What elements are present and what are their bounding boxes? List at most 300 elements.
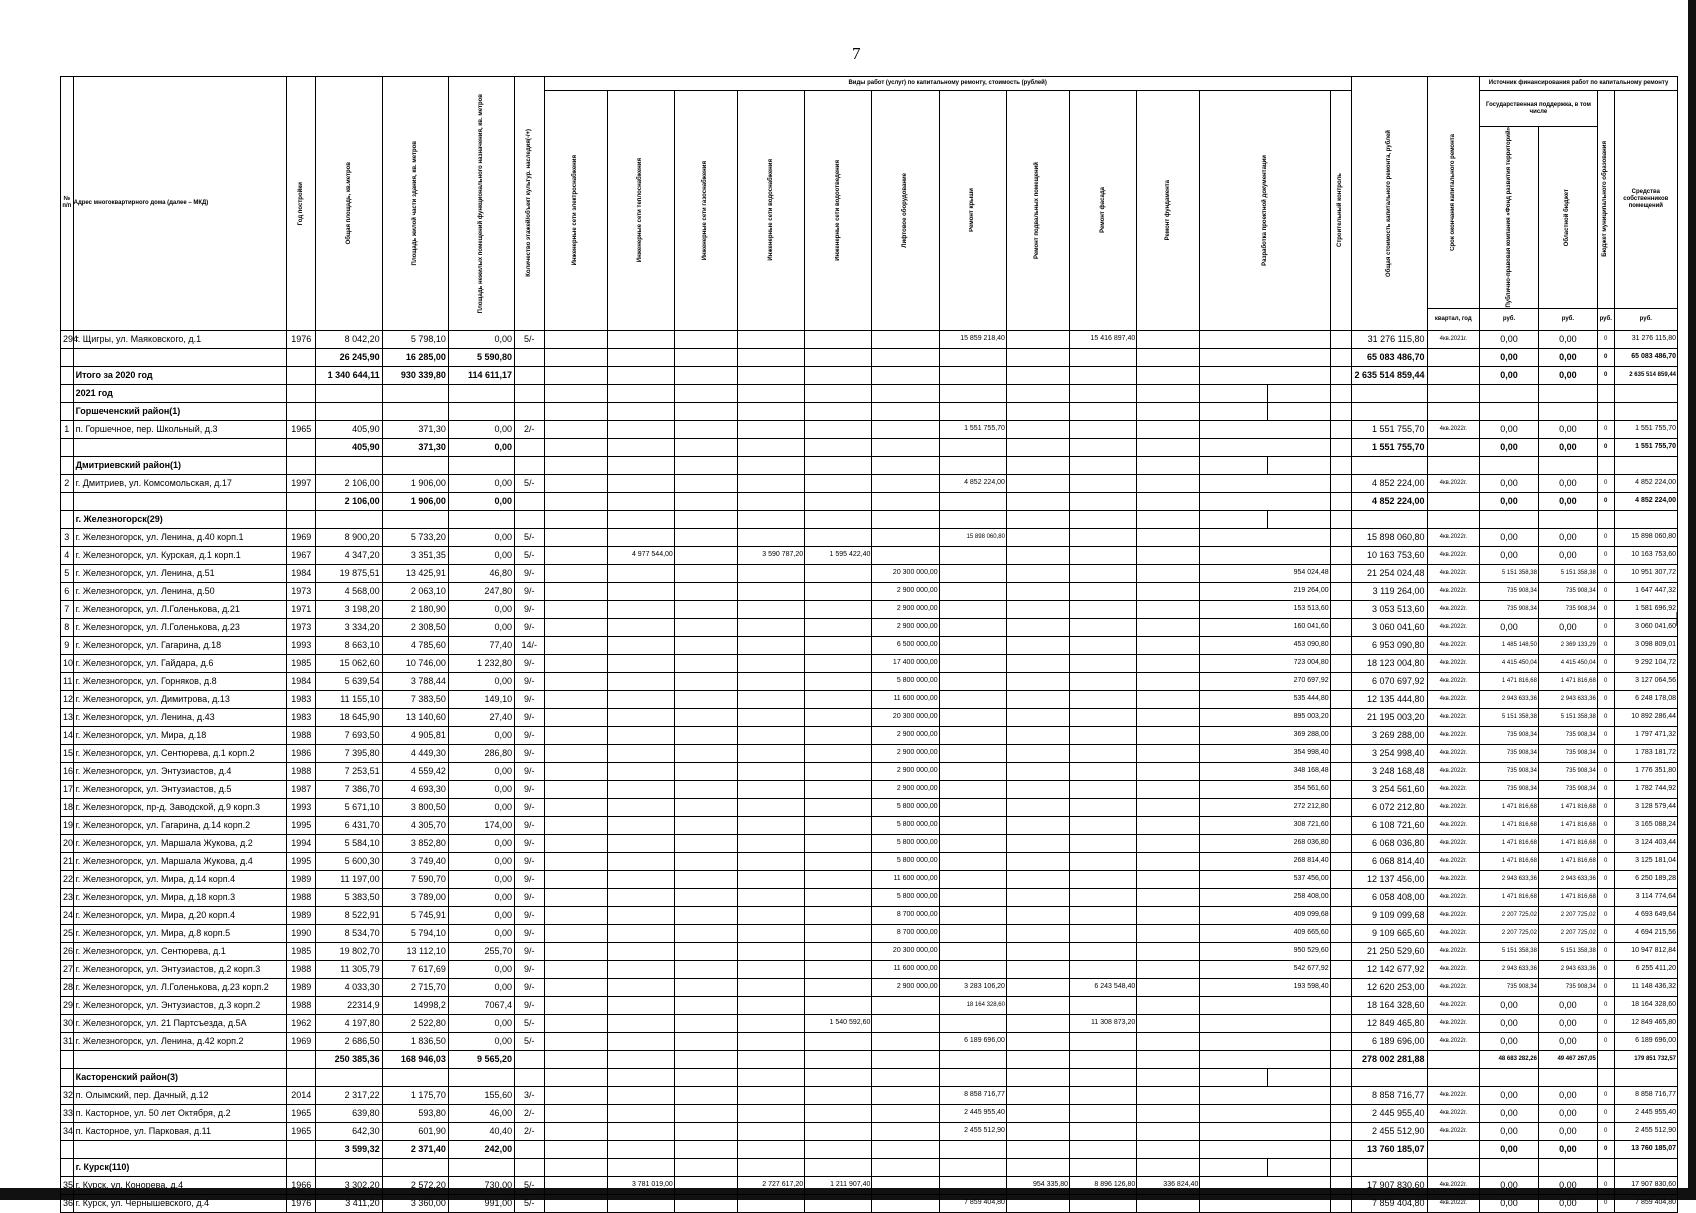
row-deadline: 4кв.2022г. [1427, 780, 1480, 798]
work-cost [1330, 672, 1351, 690]
regional-amount: 5 151 358,38 [1538, 708, 1597, 726]
fund-amount: 735 908,34 [1480, 978, 1539, 996]
fund-amount: 0,00 [1480, 546, 1539, 564]
work-cost [1070, 636, 1137, 654]
fund-amount: 735 908,34 [1480, 744, 1539, 762]
hdr-num: № п/п [61, 77, 74, 331]
work-cost [1070, 726, 1137, 744]
row-total-cost: 6 108 721,60 [1351, 816, 1427, 834]
work-cost [737, 888, 804, 906]
work-cost [1200, 492, 1330, 510]
empty-cell [316, 1068, 382, 1086]
row-living-area: 3 351,35 [382, 546, 448, 564]
work-cost: 15 859 218,40 [939, 330, 1006, 348]
hdr-total-cost: Общая стоимость капитального ремонта, рублей [1351, 77, 1427, 331]
regional-amount: 0,00 [1538, 528, 1597, 546]
empty-cell [872, 510, 939, 528]
row-total-cost: 2 455 512,90 [1351, 1122, 1427, 1140]
row-year: 1965 [287, 1122, 316, 1140]
work-cost [805, 492, 872, 510]
row-total-area: 8 900,20 [316, 528, 382, 546]
work-cost [1070, 888, 1137, 906]
fund-amount: 0,00 [1480, 1140, 1539, 1158]
empty-cell [1597, 1068, 1614, 1086]
work-cost [1330, 366, 1351, 384]
row-num: 4 [61, 546, 74, 564]
row-nonres-area: 0,00 [448, 888, 514, 906]
fund-amount: 1 471 816,68 [1480, 834, 1539, 852]
work-cost [1070, 618, 1137, 636]
row-living-area: 4 305,70 [382, 816, 448, 834]
work-cost [544, 1014, 607, 1032]
empty-cell [287, 402, 316, 420]
table-body [61, 330, 1678, 1212]
owners-amount: 3 127 064,56 [1614, 672, 1677, 690]
row-total-area: 8 042,20 [316, 330, 382, 348]
empty-cell [674, 384, 737, 402]
row-num: 6 [61, 582, 74, 600]
hdr-municipal: Бюджет муниципального образования [1597, 91, 1614, 309]
work-cost: 954 024,48 [1200, 564, 1330, 582]
work-cost [1006, 564, 1069, 582]
fund-amount: 0,00 [1480, 996, 1539, 1014]
empty-cell [1538, 1158, 1597, 1176]
work-cost: 7 859 404,80 [939, 1194, 1006, 1212]
row-num [61, 1050, 74, 1068]
work-cost [1070, 474, 1137, 492]
row-address: г. Железногорск, ул. Л.Голенькова, д.23 корп.2 [73, 978, 286, 996]
row-num [61, 1158, 74, 1176]
work-cost [737, 1104, 804, 1122]
work-cost [1006, 348, 1069, 366]
work-cost [1200, 330, 1330, 348]
table-row [61, 960, 1678, 978]
work-cost [1200, 1176, 1330, 1194]
work-cost [1200, 348, 1330, 366]
fund-amount: 5 151 358,38 [1480, 564, 1539, 582]
work-cost [1330, 330, 1351, 348]
table-row [61, 330, 1678, 348]
work-cost [1137, 1140, 1200, 1158]
row-floors: 2/- [515, 420, 544, 438]
empty-cell [1597, 1158, 1614, 1176]
fund-amount: 2 207 725,02 [1480, 906, 1539, 924]
row-living-area: 13 425,91 [382, 564, 448, 582]
work-cost [674, 1086, 737, 1104]
hdr-regional: Областной бюджет [1538, 127, 1597, 309]
work-cost [544, 1086, 607, 1104]
regional-amount: 2 207 725,02 [1538, 906, 1597, 924]
work-cost [737, 744, 804, 762]
regional-amount: 1 471 816,68 [1538, 672, 1597, 690]
work-cost [805, 798, 872, 816]
row-num: 35 [61, 1176, 74, 1194]
row-num [61, 1140, 74, 1158]
hdr-unit-municipal: руб. [1597, 308, 1614, 330]
work-cost [1137, 780, 1200, 798]
work-cost [1200, 474, 1330, 492]
work-cost [737, 708, 804, 726]
table-row [61, 636, 1678, 654]
work-cost: 11 600 000,00 [872, 690, 939, 708]
row-total-area: 3 198,20 [316, 600, 382, 618]
empty-cell [872, 402, 939, 420]
row-deadline: 4кв.2022г. [1427, 1104, 1480, 1122]
empty-cell [1330, 1068, 1351, 1086]
work-cost [737, 420, 804, 438]
table-row [61, 762, 1678, 780]
empty-cell [316, 402, 382, 420]
empty-cell [1330, 510, 1351, 528]
table-row [61, 690, 1678, 708]
work-cost [805, 366, 872, 384]
empty-cell [1006, 384, 1069, 402]
fund-amount: 1 471 816,68 [1480, 816, 1539, 834]
row-nonres-area: 0,00 [448, 1014, 514, 1032]
owners-amount: 3 165 088,24 [1614, 816, 1677, 834]
work-cost [1330, 492, 1351, 510]
subtotal-label [73, 1140, 286, 1158]
row-deadline: 4кв.2022г. [1427, 798, 1480, 816]
owners-amount: 6 255 411,20 [1614, 960, 1677, 978]
row-num [61, 456, 74, 474]
table-row [61, 1086, 1678, 1104]
work-cost [544, 996, 607, 1014]
work-cost [1137, 582, 1200, 600]
owners-amount: 65 083 486,70 [1614, 348, 1677, 366]
row-nonres-area: 46,00 [448, 1104, 514, 1122]
work-cost [805, 870, 872, 888]
owners-amount: 17 907 830,60 [1614, 1176, 1677, 1194]
section-row [61, 510, 1678, 528]
work-cost: 20 300 000,00 [872, 564, 939, 582]
work-cost [607, 924, 674, 942]
section-row [61, 1068, 1678, 1086]
hdr-work-heat: Инженерные сети теплоснабжения [607, 91, 674, 331]
work-cost [1137, 870, 1200, 888]
empty-cell [382, 1158, 448, 1176]
row-floors: 9/- [515, 798, 544, 816]
work-cost: 6 243 548,40 [1070, 978, 1137, 996]
municipal-amount: 0 [1597, 1104, 1614, 1122]
row-num [61, 510, 74, 528]
row-year: 1988 [287, 762, 316, 780]
row-living-area: 2 371,40 [382, 1140, 448, 1158]
fund-amount: 1 471 816,68 [1480, 798, 1539, 816]
row-total-area: 639,80 [316, 1104, 382, 1122]
row-deadline: 4кв.2022г. [1427, 474, 1480, 492]
row-living-area: 930 339,80 [382, 366, 448, 384]
row-deadline [1427, 438, 1480, 456]
row-deadline: 4кв.2022г. [1427, 852, 1480, 870]
work-cost [1070, 834, 1137, 852]
empty-cell [1200, 1068, 1267, 1086]
regional-amount: 1 471 816,68 [1538, 852, 1597, 870]
row-nonres-area: 77,40 [448, 636, 514, 654]
work-cost [737, 906, 804, 924]
work-cost [1070, 348, 1137, 366]
fund-amount: 0,00 [1480, 348, 1539, 366]
row-total-cost: 4 852 224,00 [1351, 492, 1427, 510]
work-cost [1137, 942, 1200, 960]
row-living-area: 2 522,80 [382, 1014, 448, 1032]
row-year: 1976 [287, 330, 316, 348]
subtotal-label [73, 1050, 286, 1068]
empty-cell [1200, 456, 1267, 474]
work-cost [939, 708, 1006, 726]
work-cost [1200, 1122, 1330, 1140]
work-cost [607, 1122, 674, 1140]
work-cost [805, 1194, 872, 1212]
empty-cell [515, 510, 544, 528]
row-address: г. Железногорск, ул. Курская, д.1 корп.1 [73, 546, 286, 564]
empty-cell [1267, 510, 1330, 528]
work-cost [737, 852, 804, 870]
municipal-amount: 0 [1597, 690, 1614, 708]
work-cost [939, 906, 1006, 924]
row-living-area: 13 112,10 [382, 942, 448, 960]
row-nonres-area: 286,80 [448, 744, 514, 762]
row-nonres-area: 242,00 [448, 1140, 514, 1158]
subtotal-label [73, 348, 286, 366]
empty-cell [737, 1068, 804, 1086]
work-cost [544, 960, 607, 978]
work-cost [674, 546, 737, 564]
work-cost [872, 1194, 939, 1212]
row-living-area: 10 746,00 [382, 654, 448, 672]
work-cost [1070, 762, 1137, 780]
row-nonres-area: 730,00 [448, 1176, 514, 1194]
work-cost: 950 529,60 [1200, 942, 1330, 960]
work-cost [674, 492, 737, 510]
row-year: 1987 [287, 780, 316, 798]
row-num: 8 [61, 618, 74, 636]
subtotal-label [73, 438, 286, 456]
work-cost [1137, 762, 1200, 780]
empty-cell [515, 456, 544, 474]
regional-amount: 735 908,34 [1538, 978, 1597, 996]
row-nonres-area: 40,40 [448, 1122, 514, 1140]
row-living-area: 601,90 [382, 1122, 448, 1140]
work-cost: 8 700 000,00 [872, 924, 939, 942]
empty-cell [1137, 456, 1200, 474]
row-deadline: 4кв.2022г. [1427, 762, 1480, 780]
work-cost [1330, 1194, 1351, 1212]
work-cost [737, 726, 804, 744]
work-cost: 895 003,20 [1200, 708, 1330, 726]
work-cost [607, 996, 674, 1014]
work-cost [607, 366, 674, 384]
work-cost [607, 654, 674, 672]
row-total-cost: 3 119 264,00 [1351, 582, 1427, 600]
row-total-area: 26 245,90 [316, 348, 382, 366]
work-cost [805, 906, 872, 924]
work-cost: 6 189 696,00 [939, 1032, 1006, 1050]
work-cost [737, 690, 804, 708]
empty-cell [1597, 384, 1614, 402]
empty-cell [544, 384, 607, 402]
regional-amount: 0,00 [1538, 1176, 1597, 1194]
owners-amount: 4 852 224,00 [1614, 492, 1677, 510]
work-cost [805, 636, 872, 654]
fund-amount: 2 943 633,36 [1480, 960, 1539, 978]
work-cost [1006, 906, 1069, 924]
row-living-area: 5 794,10 [382, 924, 448, 942]
row-total-area: 2 106,00 [316, 474, 382, 492]
work-cost [674, 870, 737, 888]
table-row [61, 1014, 1678, 1032]
work-cost [1006, 366, 1069, 384]
work-cost [1006, 708, 1069, 726]
regional-amount: 4 415 450,04 [1538, 654, 1597, 672]
row-total-cost: 3 060 041,60 [1351, 618, 1427, 636]
row-floors: 9/- [515, 960, 544, 978]
work-cost [1070, 1032, 1137, 1050]
row-floors: 5/- [515, 1014, 544, 1032]
row-nonres-area: 0,00 [448, 600, 514, 618]
row-deadline [1427, 1140, 1480, 1158]
work-cost [805, 330, 872, 348]
row-nonres-area: 1 232,80 [448, 654, 514, 672]
work-cost [674, 888, 737, 906]
row-total-cost: 18 123 004,80 [1351, 654, 1427, 672]
row-nonres-area: 46,80 [448, 564, 514, 582]
work-cost [1070, 816, 1137, 834]
row-num: 34 [61, 1122, 74, 1140]
regional-amount: 735 908,34 [1538, 726, 1597, 744]
work-cost [1330, 618, 1351, 636]
hdr-nonres-area: Площадь нежилых помещений функционального назначения, кв. метров [448, 77, 514, 331]
empty-cell [737, 1158, 804, 1176]
work-cost [737, 348, 804, 366]
subtotal-row [61, 1140, 1678, 1158]
work-cost: 219 264,00 [1200, 582, 1330, 600]
regional-amount: 1 471 816,68 [1538, 816, 1597, 834]
row-floors: 5/- [515, 1176, 544, 1194]
work-cost [1137, 798, 1200, 816]
work-cost: 409 665,60 [1200, 924, 1330, 942]
regional-amount: 0,00 [1538, 492, 1597, 510]
work-cost: 954 335,80 [1006, 1176, 1069, 1194]
row-year [287, 1050, 316, 1068]
row-total-cost: 3 269 288,00 [1351, 726, 1427, 744]
work-cost [939, 564, 1006, 582]
work-cost: 268 036,80 [1200, 834, 1330, 852]
regional-amount: 0,00 [1538, 420, 1597, 438]
row-nonres-area: 0,00 [448, 618, 514, 636]
row-total-cost: 3 254 998,40 [1351, 744, 1427, 762]
row-nonres-area: 255,70 [448, 942, 514, 960]
empty-cell [1070, 1068, 1137, 1086]
work-cost [1006, 600, 1069, 618]
fund-amount: 0,00 [1480, 492, 1539, 510]
row-living-area: 4 905,81 [382, 726, 448, 744]
row-total-area: 5 671,10 [316, 798, 382, 816]
work-cost [872, 996, 939, 1014]
work-cost [607, 672, 674, 690]
empty-cell [805, 1158, 872, 1176]
fund-amount: 0,00 [1480, 618, 1539, 636]
regional-amount: 5 151 358,38 [1538, 564, 1597, 582]
work-cost: 1 551 755,70 [939, 420, 1006, 438]
work-cost [607, 780, 674, 798]
work-cost [1330, 924, 1351, 942]
hdr-unit-regional: руб. [1538, 308, 1597, 330]
work-cost [1200, 546, 1330, 564]
work-cost [872, 1050, 939, 1068]
row-address: г. Железногорск, ул. Маршала Жукова, д.2 [73, 834, 286, 852]
work-cost: 2 900 000,00 [872, 744, 939, 762]
work-cost: 369 288,00 [1200, 726, 1330, 744]
row-total-area: 4 568,00 [316, 582, 382, 600]
regional-amount: 49 467 267,05 [1538, 1050, 1597, 1068]
row-total-area: 642,30 [316, 1122, 382, 1140]
row-total-cost: 18 164 328,60 [1351, 996, 1427, 1014]
work-cost [1006, 870, 1069, 888]
work-cost: 11 308 873,20 [1070, 1014, 1137, 1032]
work-cost [805, 618, 872, 636]
regional-amount: 0,00 [1538, 1140, 1597, 1158]
work-cost [1137, 330, 1200, 348]
work-cost [544, 582, 607, 600]
row-floors: 9/- [515, 888, 544, 906]
work-cost [805, 1104, 872, 1122]
work-cost [1006, 816, 1069, 834]
row-living-area: 4 693,30 [382, 780, 448, 798]
table-row [61, 834, 1678, 852]
work-cost [1330, 762, 1351, 780]
work-cost [1200, 1104, 1330, 1122]
work-cost [872, 528, 939, 546]
empty-cell [1614, 510, 1677, 528]
row-num: 21 [61, 852, 74, 870]
owners-amount: 12 849 465,80 [1614, 1014, 1677, 1032]
regional-amount: 0,00 [1538, 1014, 1597, 1032]
work-cost [1070, 852, 1137, 870]
work-cost [607, 1104, 674, 1122]
empty-cell [1006, 456, 1069, 474]
row-address: г. Железногорск, ул. Сентюрева, д.1 корп.2 [73, 744, 286, 762]
row-deadline: 4кв.2022г. [1427, 708, 1480, 726]
work-cost [674, 978, 737, 996]
work-cost [1200, 420, 1330, 438]
work-cost [1137, 600, 1200, 618]
row-nonres-area: 0,00 [448, 1032, 514, 1050]
work-cost [1006, 924, 1069, 942]
regional-amount: 0,00 [1538, 618, 1597, 636]
row-year [287, 348, 316, 366]
work-cost: 2 900 000,00 [872, 582, 939, 600]
empty-cell [382, 1068, 448, 1086]
work-cost [1137, 348, 1200, 366]
owners-amount: 7 859 404,80 [1614, 1194, 1677, 1212]
row-floors: 9/- [515, 690, 544, 708]
work-cost: 8 700 000,00 [872, 906, 939, 924]
empty-cell [1006, 1068, 1069, 1086]
owners-amount: 10 163 753,60 [1614, 546, 1677, 564]
row-num [61, 438, 74, 456]
row-total-cost: 8 858 716,77 [1351, 1086, 1427, 1104]
work-cost [1330, 978, 1351, 996]
empty-cell [1427, 456, 1480, 474]
empty-cell [1351, 510, 1427, 528]
work-cost: 2 900 000,00 [872, 726, 939, 744]
empty-cell [1137, 1068, 1200, 1086]
table-row [61, 420, 1678, 438]
owners-amount: 3 060 041,60 [1614, 618, 1677, 636]
row-living-area: 3 360,00 [382, 1194, 448, 1212]
row-living-area: 4 785,60 [382, 636, 448, 654]
